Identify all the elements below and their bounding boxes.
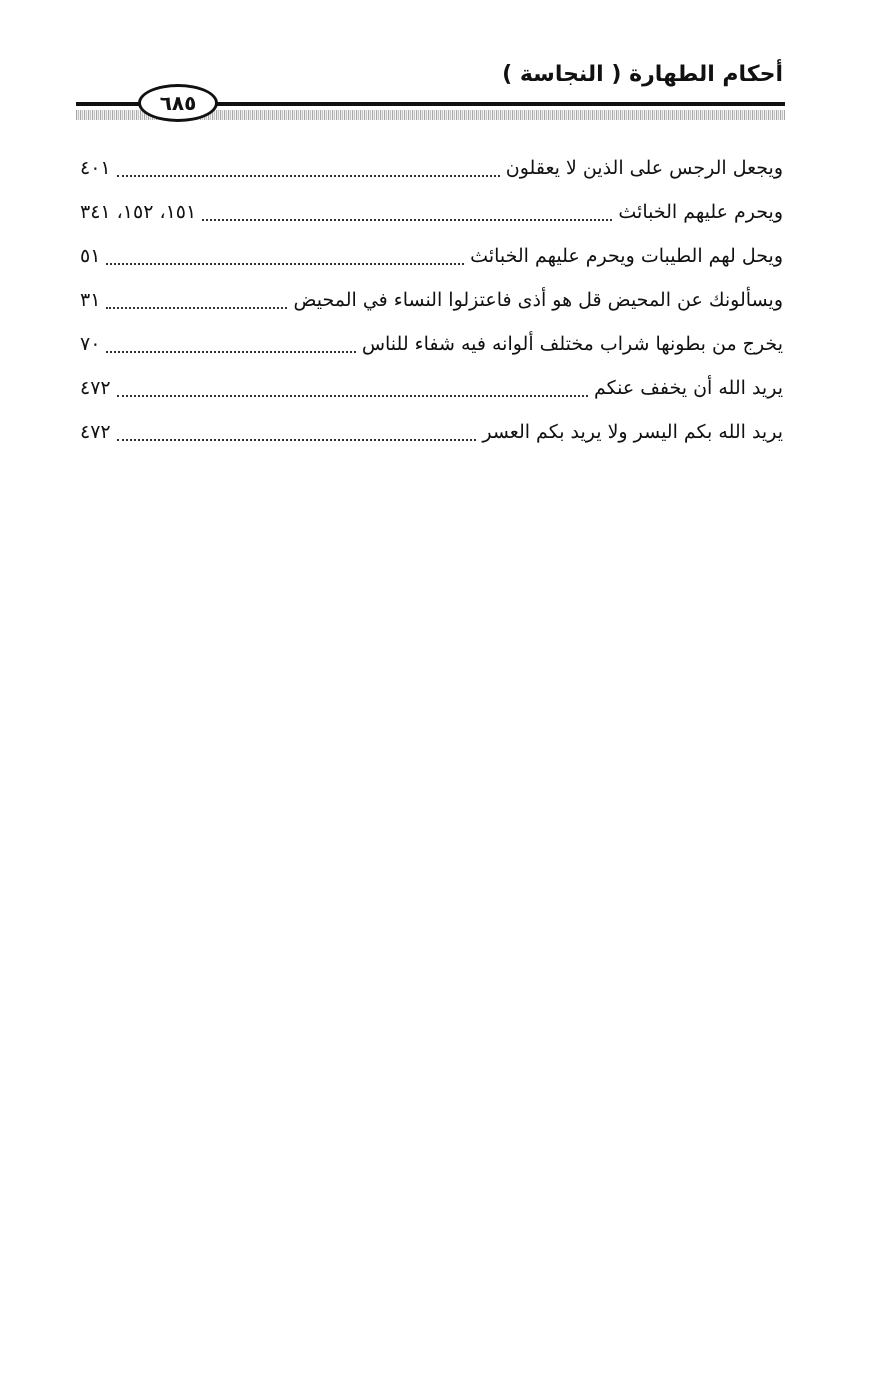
index-row [80, 190, 783, 234]
index-entry-text: يخرج من بطونها شراب مختلف ألوانه فيه شفاء للناس [361, 333, 783, 355]
dot-leader [117, 175, 500, 177]
index-entry-text: ويحرم عليهم الخبائث [618, 201, 783, 223]
header-rule [216, 102, 785, 106]
page-number: ٦٨٥ [138, 84, 218, 122]
index-row [80, 322, 783, 366]
index-entry-pages: ٧٠ [80, 333, 101, 355]
index-row [80, 146, 783, 190]
index-row [80, 410, 783, 454]
book-title: أحكام الطهارة ( النجاسة ) [502, 62, 783, 87]
index-entry-pages: ٣١ [80, 289, 101, 311]
index-entry-pages: ٤٧٢ [80, 377, 111, 399]
index-entry-text: يريد الله أن يخفف عنكم [593, 377, 783, 399]
page-header [0, 0, 879, 140]
index-entry-pages: ٥١ [80, 245, 101, 267]
dot-leader [117, 439, 477, 441]
index-row [80, 278, 783, 322]
index-entry-text: ويحل لهم الطيبات ويحرم عليهم الخبائث [470, 245, 783, 267]
index-list [80, 146, 783, 454]
index-row [80, 234, 783, 278]
index-entry-text: يريد الله بكم اليسر ولا يريد بكم العسر [482, 421, 783, 443]
dot-leader [106, 351, 355, 353]
dot-leader [117, 395, 588, 397]
dot-leader [106, 307, 287, 309]
index-entry-pages: ٤٧٢ [80, 421, 111, 443]
index-entry-text: ويسألونك عن المحيض قل هو أذى فاعتزلوا النساء في المحيض [293, 289, 783, 311]
index-entry-pages: ١٥١، ١٥٢، ٣٤١ [80, 201, 197, 223]
index-entry-text: ويجعل الرجس على الذين لا يعقلون [505, 157, 783, 179]
index-row [80, 366, 783, 410]
header-rule-left [76, 102, 140, 106]
dot-leader [106, 263, 464, 265]
dot-leader [202, 219, 612, 221]
index-entry-pages: ٤٠١ [80, 157, 111, 179]
